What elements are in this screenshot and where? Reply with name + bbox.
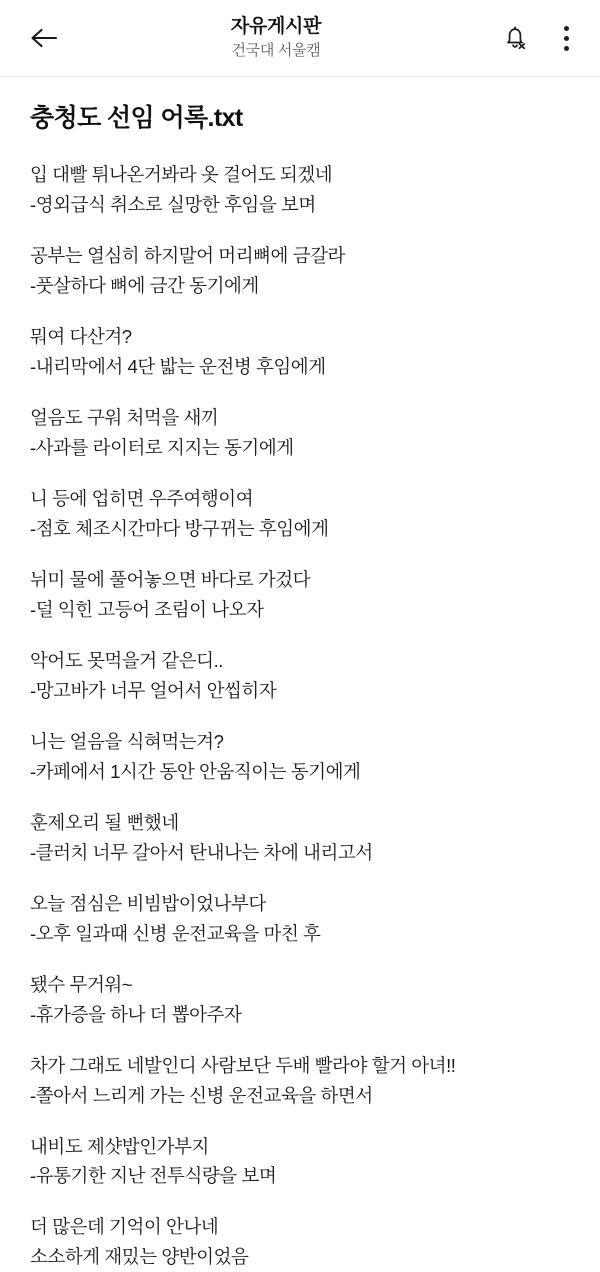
board-subtitle: 건국대 서울캠 [231, 42, 321, 60]
post-stanza [30, 160, 570, 220]
more-vertical-icon-dot-2 [564, 36, 569, 41]
post-line: 더 많은데 기억이 안나네 [30, 1216, 219, 1238]
post-line: -덜 익힌 고등어 조림이 나오자 [30, 598, 264, 620]
header-actions [496, 16, 578, 60]
board-title: 자유게시판 [230, 15, 322, 37]
post-stanza [30, 565, 570, 625]
post-stanza [30, 970, 570, 1030]
post-line: 차가 그래도 네발인디 사람보단 두배 빨라야 할거 아녀!! [30, 1054, 456, 1076]
post-line: 입 대빨 튀나온거봐라 옷 걸어도 되겠네 [30, 164, 333, 186]
notification-toggle-button[interactable] [496, 16, 534, 60]
post-stanza [30, 808, 570, 868]
post-body [30, 160, 570, 1272]
post-line: 훈제오리 될 뻔했네 [30, 811, 179, 833]
post-line: -망고바가 너무 얼어서 안씹히자 [30, 679, 277, 701]
post-stanza [30, 322, 570, 382]
post-line: 얼음도 구워 처먹을 새끼 [30, 407, 219, 429]
post-stanza [30, 889, 570, 949]
post-line: -휴가증을 하나 더 뽑아주자 [30, 1003, 242, 1025]
post-line: 내비도 제샷밥인가부지 [30, 1135, 209, 1157]
post-line: -클러치 너무 갈아서 탄내나는 차에 내리고서 [30, 841, 373, 863]
post-line: 뭐여 다산겨? [30, 326, 132, 348]
more-vertical-icon-dot-3 [564, 46, 569, 51]
bell-off-icon [502, 24, 528, 52]
back-arrow-icon [29, 26, 59, 50]
post-line: -영외급식 취소로 실망한 후임을 보며 [30, 194, 316, 216]
post-line: -사과를 라이터로 지지는 동기에게 [30, 437, 294, 459]
post-stanza [30, 646, 570, 706]
post-line: 니 등에 업히면 우주여행이여 [30, 488, 254, 509]
post-line: 됐수 무거워~ [30, 973, 133, 995]
post-stanza [30, 1132, 570, 1192]
post-stanza [30, 484, 570, 544]
post-line: -쫄아서 느리게 가는 신병 운전교육을 하면서 [30, 1084, 373, 1106]
app-header [0, 0, 600, 76]
post-line: 공부는 열심히 하지말어 머리뼈에 금갈라 [30, 245, 345, 267]
post-line: 악어도 못먹을거 같은디.. [30, 649, 223, 671]
post-line: -카페에서 1시간 동안 안움직이는 동기에게 [30, 760, 361, 782]
post-line: 니는 얼음을 식혀먹는겨? [30, 730, 224, 752]
post-line: 오늘 점심은 비빔밥이었나부다 [30, 892, 266, 914]
post-stanza [30, 241, 570, 301]
post-line: -점호 체조시간마다 방구뀌는 후임에게 [30, 517, 329, 539]
post-stanza [30, 1212, 570, 1272]
post-stanza [30, 1051, 570, 1111]
post-content [0, 77, 600, 1272]
post-line: 소소하게 재밌는 양반이었음 [30, 1246, 249, 1268]
more-vertical-icon-dot-1 [564, 26, 569, 31]
post-line: -풋살하다 뼈에 금간 동기에게 [30, 275, 259, 297]
post-line: -오후 일과때 신병 운전교육을 마친 후 [30, 922, 321, 944]
more-options-button[interactable] [554, 16, 578, 60]
post-line: -내리막에서 4단 밟는 운전병 후임에게 [30, 356, 326, 378]
post-stanza [30, 403, 570, 463]
post-line: -유통기한 지난 전투식량을 보며 [30, 1165, 277, 1187]
post-stanza [30, 727, 570, 787]
header-title-block [56, 15, 496, 62]
post-title: 충청도 선임 어록.txt [30, 104, 243, 132]
post-line: 뉘미 물에 풀어놓으면 바다로 가겄다 [30, 568, 311, 590]
